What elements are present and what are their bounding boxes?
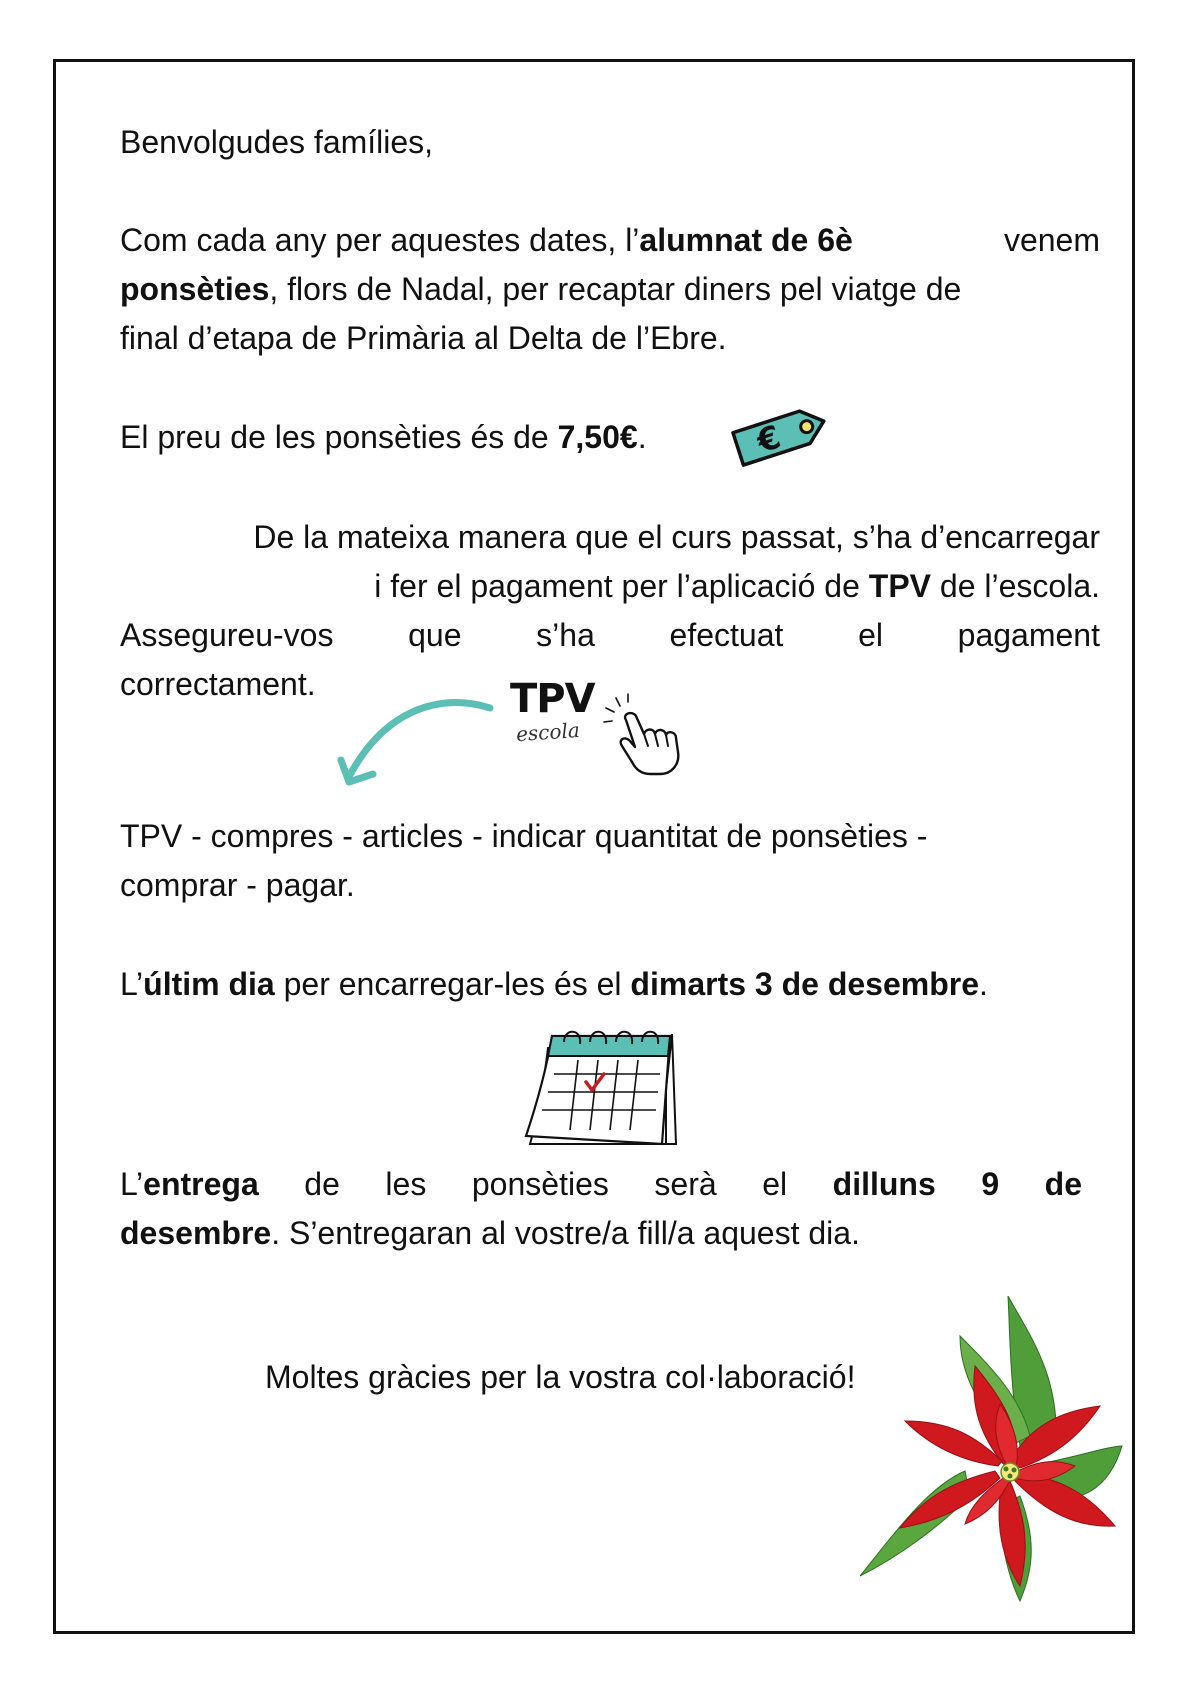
pointing-hand-icon (598, 690, 688, 780)
delivery-line-2: desembre. S’entregaran al vostre/a fill/a aquest dia. (120, 1215, 860, 1251)
intro-line-3: final d’etapa de Primària al Delta de l’Ebre. (120, 320, 727, 356)
tpv-logo-title: TPV (510, 676, 595, 722)
svg-text:€: € (752, 417, 786, 461)
intro-line-1 (120, 216, 1100, 265)
intro-text: Com cada any per aquestes dates, l’alumnat de 6è (120, 222, 853, 258)
poinsettia-icon (860, 1296, 1130, 1606)
thanks-line: Moltes gràcies per la vostra col·laboració! (265, 1359, 856, 1395)
deadline-line: L’últim dia per encarregar-les és el dimarts 3 de desembre. (120, 966, 988, 1002)
order-line-1: De la mateixa manera que el curs passat, s’ha d’encarregar (253, 519, 1100, 555)
calendar-icon (520, 1026, 680, 1148)
order-line-4: correctament. (120, 666, 316, 702)
price-line: El preu de les ponsèties és de 7,50€. (120, 419, 647, 455)
greeting: Benvolgudes famílies, (120, 124, 434, 160)
delivery-line-1: L’entrega de les ponsèties serà el dilluns 9 de (120, 1166, 1082, 1202)
order-line-3: Assegureu-vos que s’ha efectuat el pagament (120, 617, 1100, 653)
euro-price-tag-icon (722, 390, 840, 480)
price-value: 7,50€ (557, 419, 638, 455)
intro-line-2: ponsèties, flors de Nadal, per recaptar diners pel viatge de (120, 271, 962, 307)
order-line-2: i fer el pagament per l’aplicació de TPV de l’escola. (374, 568, 1100, 604)
deadline-date: dimarts 3 de desembre (630, 966, 980, 1002)
steps-line-2: comprar - pagar. (120, 867, 355, 903)
intro-text-end: venem (1003, 222, 1100, 258)
steps-line-1: TPV - compres - articles - indicar quantitat de ponsèties - (120, 818, 928, 854)
curved-arrow-icon (335, 690, 495, 800)
tpv-escola-logo (510, 678, 610, 758)
tpv-logo-subtitle: escola (515, 717, 581, 747)
